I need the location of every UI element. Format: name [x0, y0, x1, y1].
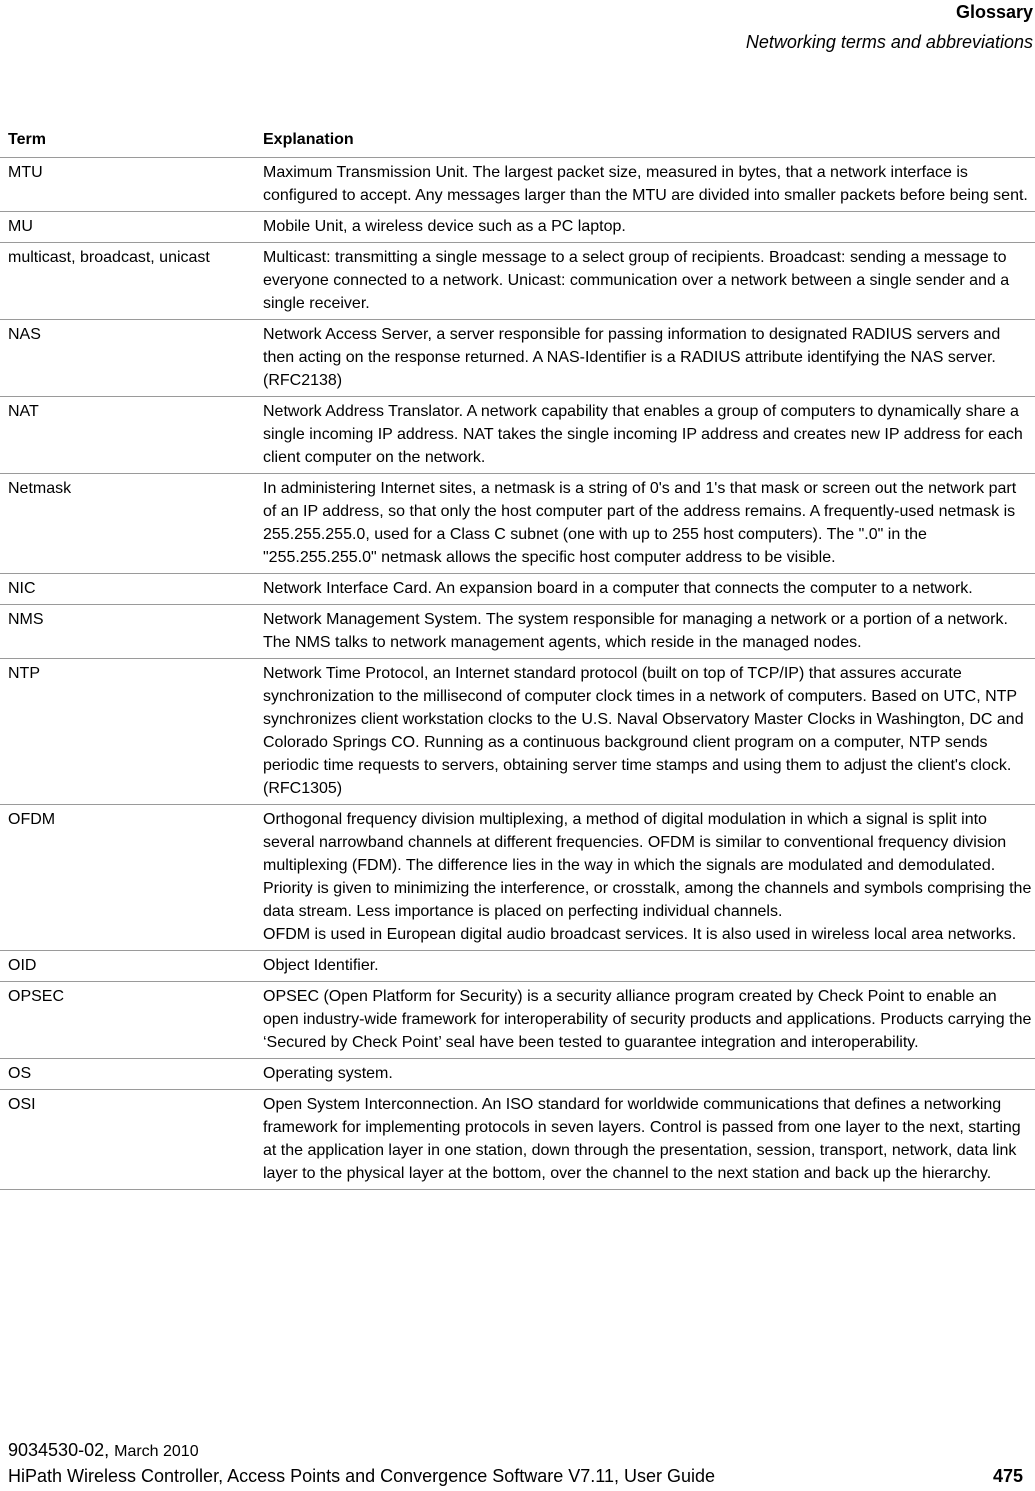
glossary-explanation — [263, 397, 1035, 474]
section-subtitle: Networking terms and abbreviations — [745, 32, 1033, 52]
explanation-paragraph: Network Address Translator. A network capability that enables a group of computers to dynamically share a single incoming IP address. NAT takes the single incoming IP address and creates new IP address for each client computer on the network. — [263, 403, 1023, 466]
glossary-term: MTU — [0, 158, 263, 212]
page-footer — [8, 1438, 1023, 1488]
explanation-paragraph: Multicast: transmitting a single message to a select group of recipients. Broadcast: sending a message to everyone connected to a network. Unicast: communication over a network between a single sender and a single receiver. — [263, 249, 1010, 312]
column-header-term: Term — [0, 122, 263, 158]
explanation-paragraph: Network Interface Card. An expansion board in a computer that connects the computer to a network. — [263, 580, 973, 597]
glossary-explanation — [263, 805, 1035, 951]
glossary-explanation — [263, 243, 1035, 320]
glossary-explanation — [263, 659, 1035, 805]
footer-date: March 2010 — [114, 1443, 199, 1460]
glossary-term: NTP — [0, 659, 263, 805]
footer-document-title: HiPath Wireless Controller, Access Points and Convergence Software V7.11, User Guide — [8, 1466, 716, 1486]
footer-doc-number: 9034530-02, — [8, 1440, 110, 1460]
glossary-explanation — [263, 605, 1035, 659]
table-row — [0, 951, 1035, 982]
footer-doc-id — [8, 1438, 1023, 1464]
explanation-paragraph: Orthogonal frequency division multiplexing, a method of digital modulation in which a signal is split into several narrowband channels at different frequencies. OFDM is similar to conventional frequency division multiplexing (FDM). The difference lies in the way in which the signals are modulated and demodulated. Priority is given to minimizing the interference, or crosstalk, among the channels and symbols comprising the data stream. Less importance is placed on perfecting individual channels. — [263, 811, 1032, 920]
glossary-explanation — [263, 574, 1035, 605]
glossary-explanation — [263, 951, 1035, 982]
explanation-paragraph: Network Access Server, a server responsible for passing information to designated RADIUS servers and then acting on the response returned. A NAS-Identifier is a RADIUS attribute identifying the NAS server. (RFC2138) — [263, 326, 1001, 389]
explanation-paragraph: OFDM is used in European digital audio broadcast services. It is also used in wireless local area networks. — [263, 926, 1017, 943]
glossary-explanation — [263, 982, 1035, 1059]
glossary-explanation — [263, 474, 1035, 574]
table-row — [0, 243, 1035, 320]
table-row — [0, 320, 1035, 397]
page-number: 475 — [992, 1466, 1023, 1486]
explanation-paragraph: Object Identifier. — [263, 957, 379, 974]
explanation-paragraph: Open System Interconnection. An ISO standard for worldwide communications that defines a networking framework for implementing protocols in seven layers. Control is passed from one layer to the next, starting at the application layer in one station, down through the presentation, session, transport, network, data link layer to the physical layer at the bottom, over the channel to the next station and back up the hierarchy. — [263, 1096, 1021, 1182]
glossary-term: NAT — [0, 397, 263, 474]
glossary-term: Netmask — [0, 474, 263, 574]
explanation-paragraph: Network Management System. The system responsible for managing a network or a portion of a network. The NMS talks to network management agents, which reside in the managed nodes. — [263, 611, 1008, 651]
explanation-paragraph: OPSEC (Open Platform for Security) is a security alliance program created by Check Point to enable an open industry-wide framework for interoperability of security products and applications. Products carrying the ‘Secured by Check Point’ seal have been tested to guarantee integration and interoperability. — [263, 988, 1032, 1051]
table-row — [0, 1090, 1035, 1190]
table-row — [0, 397, 1035, 474]
glossary-explanation — [263, 320, 1035, 397]
explanation-paragraph: Operating system. — [263, 1065, 393, 1082]
explanation-paragraph: In administering Internet sites, a netmask is a string of 0's and 1's that mask or screen out the network part of an IP address, so that only the host computer part of the address remains. A frequently-used netmask is 255.255.255.0, used for a Class C subnet (one with up to 255 host computers). The ".0" in the "255.255.255.0" netmask allows the specific host computer address to be visible. — [263, 480, 1017, 566]
table-row — [0, 659, 1035, 805]
glossary-table — [0, 122, 1035, 1190]
table-row — [0, 1059, 1035, 1090]
glossary-term: NIC — [0, 574, 263, 605]
explanation-paragraph: Network Time Protocol, an Internet standard protocol (built on top of TCP/IP) that assures accurate synchronization to the millisecond of computer clock times in a network of computers. Based on UTC, NTP synchronizes client workstation clocks to the U.S. Naval Observatory Master Clocks in Washington, DC and Colorado Springs CO. Running as a continuous background client program on a computer, NTP sends periodic time requests to servers, obtaining server time stamps and using them to adjust the client's clock. (RFC1305) — [263, 665, 1024, 797]
table-row — [0, 605, 1035, 659]
glossary-term: OID — [0, 951, 263, 982]
table-row — [0, 982, 1035, 1059]
table-row — [0, 574, 1035, 605]
explanation-paragraph: Maximum Transmission Unit. The largest packet size, measured in bytes, that a network interface is configured to accept. Any messages larger than the MTU are divided into smaller packets before being sent. — [263, 164, 1028, 204]
glossary-term: NMS — [0, 605, 263, 659]
table-header-row — [0, 122, 1035, 158]
glossary-explanation — [263, 1090, 1035, 1190]
page-title: Glossary — [955, 2, 1033, 22]
explanation-paragraph: Mobile Unit, a wireless device such as a PC laptop. — [263, 218, 626, 235]
page-header — [746, 0, 1033, 54]
glossary-body — [0, 158, 1035, 1190]
glossary-explanation — [263, 1059, 1035, 1090]
glossary-term: OS — [0, 1059, 263, 1090]
glossary-term: MU — [0, 212, 263, 243]
glossary-term: OFDM — [0, 805, 263, 951]
glossary-term: NAS — [0, 320, 263, 397]
glossary-explanation — [263, 212, 1035, 243]
table-row — [0, 212, 1035, 243]
table-row — [0, 805, 1035, 951]
glossary-term: OSI — [0, 1090, 263, 1190]
column-header-explanation: Explanation — [263, 122, 1035, 158]
glossary-term: multicast, broadcast, unicast — [0, 243, 263, 320]
glossary-explanation — [263, 158, 1035, 212]
table-row — [0, 474, 1035, 574]
table-row — [0, 158, 1035, 212]
glossary-term: OPSEC — [0, 982, 263, 1059]
